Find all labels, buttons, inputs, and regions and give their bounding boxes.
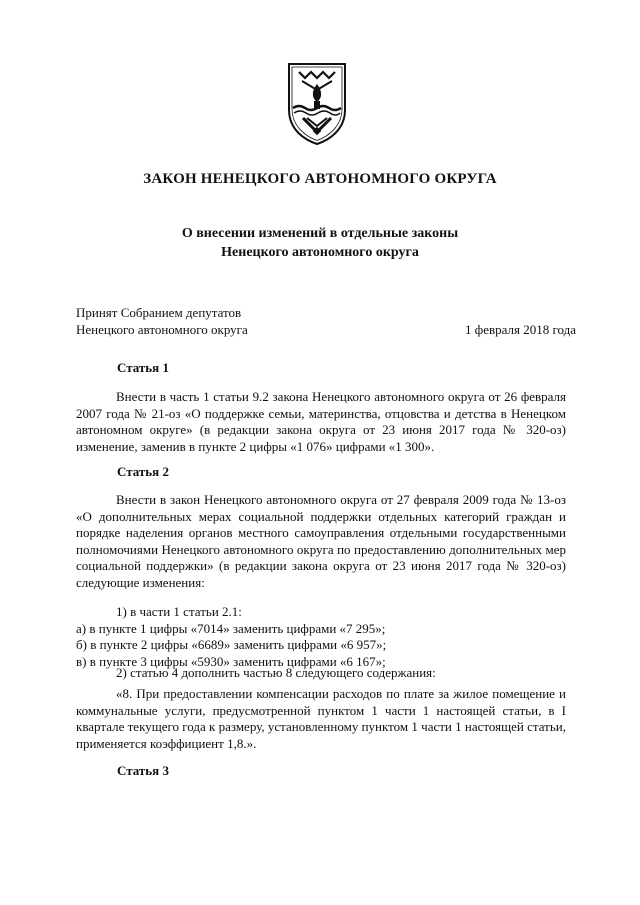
adopted-by-line-2: Ненецкого автономного округа [76, 322, 248, 337]
list-item: 1) в части 1 статьи 2.1: [116, 604, 242, 619]
article-2-intro-paragraph: Внести в закон Ненецкого автономного округа от 27 февраля 2009 года № 13-оз «О дополнительных мерах социальной поддержки отдельных категорий граждан и порядке наделения органов местного самоуправления отдельными государственными полномочиями Ненецкого автономного округа по предоставлению дополнительных мер социальной поддержки» (в редакции закона округа от 23 июня 2017 года № 320-оз) следующие изменения: [76, 492, 566, 590]
adoption-date: 1 февраля 2018 года [465, 322, 576, 337]
article-2-quote [76, 686, 566, 752]
list-item: 2) статью 4 дополнить частью 8 следующего содержания: [116, 665, 436, 680]
law-title: ЗАКОН НЕНЕЦКОГО АВТОНОМНОГО ОКРУГА [143, 171, 497, 187]
quoted-amendment: «8. При предоставлении компенсации расходов по плате за жилое помещение и коммунальные услуги, предусмотренной пунктом 1 части 1 настоящей статьи, в I квартале текущего года к размеру, установленному пунктом 1 части 1 настоящей статьи, применяется коэффициент 1,8.». [76, 686, 566, 751]
list-item: а) в пункте 1 цифры «7014» заменить цифрами «7 295»; [76, 620, 386, 636]
coat-of-arms-icon [285, 62, 349, 146]
adoption-block [76, 304, 576, 338]
article-2-items [76, 604, 566, 670]
list-item: б) в пункте 2 цифры «6689» заменить цифрами «6 957»; [76, 637, 387, 653]
article-1-text [76, 389, 566, 455]
list-item: в) в пункте 3 цифры «5930» заменить цифрами «6 167»; [76, 653, 386, 669]
article-2-intro [76, 492, 566, 592]
article-3-heading: Статья 3 [117, 763, 169, 778]
article-2-heading: Статья 2 [117, 464, 169, 479]
article-1-heading: Статья 1 [117, 360, 169, 375]
adopted-by-line-1: Принят Собранием депутатов [76, 305, 242, 320]
subtitle-line-2: Ненецкого автономного округа [221, 245, 419, 260]
law-subtitle [0, 224, 640, 262]
article-2-item-2 [76, 665, 566, 682]
article-1-paragraph: Внести в часть 1 статьи 9.2 закона Ненецкого автономного округа от 26 февраля 2007 года № 21-оз «О поддержке семьи, материнства, отцовства и детства в Ненецком автономном округе» (в редакции закона округа от 23 июня 2017 года № 320-оз) изменение, заменив в пункте 2 цифры «1 076» цифрами «1 300». [76, 389, 566, 454]
subtitle-line-1: О внесении изменений в отдельные законы [181, 226, 459, 241]
